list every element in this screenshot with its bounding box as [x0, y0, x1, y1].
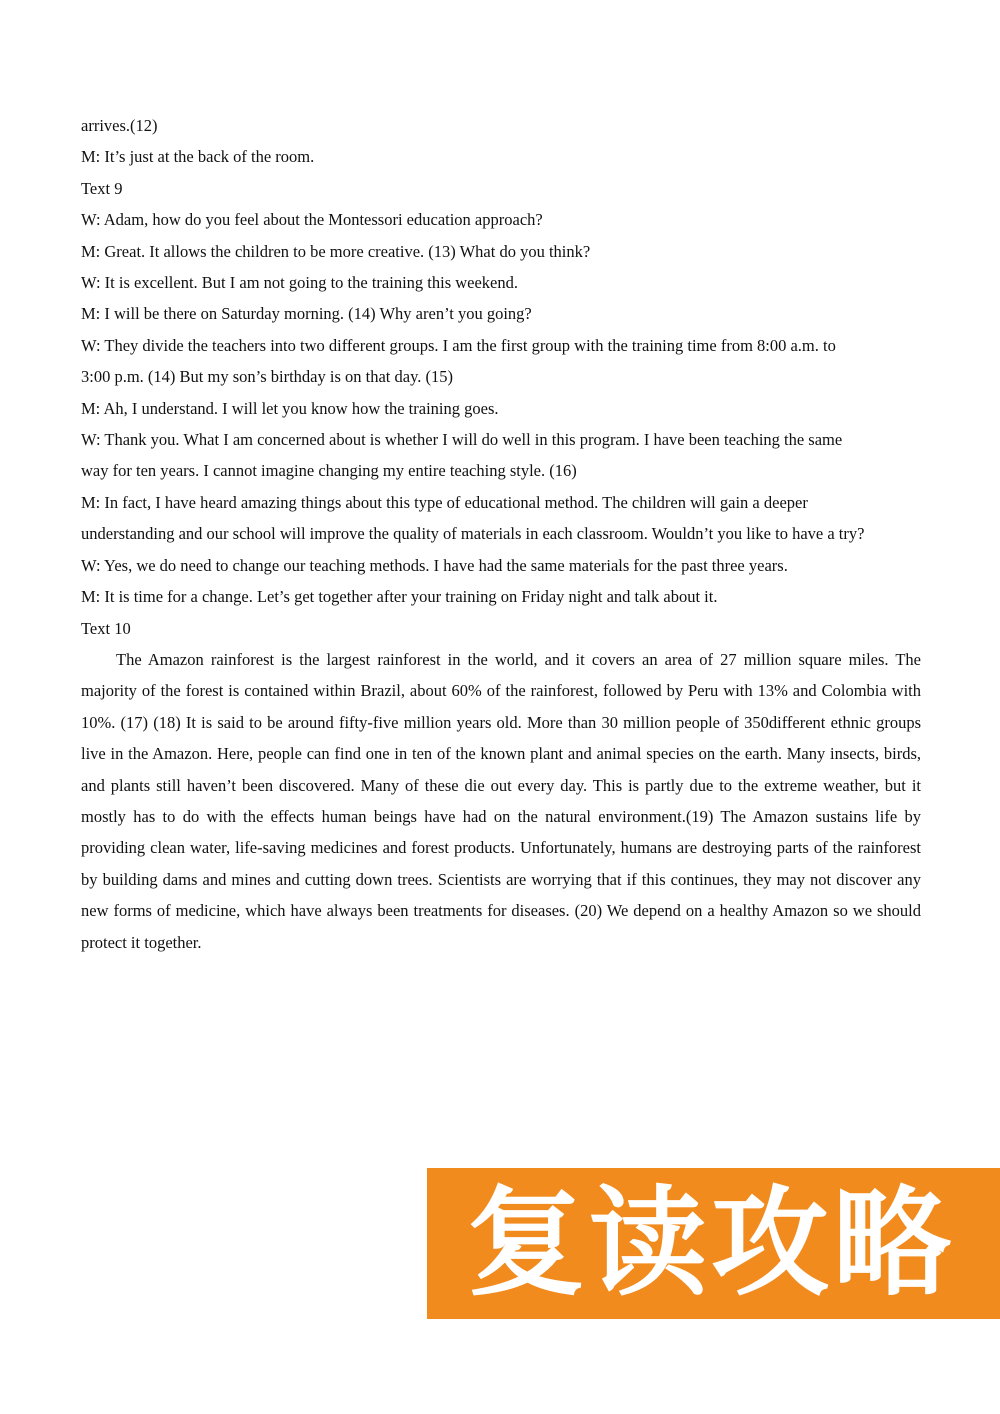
passage-paragraph: The Amazon rainforest is the largest rainforest in the world, and it covers an area of 27 million square miles. The majority of the forest is contained within Brazil, about 60% of the rainforest, followed by Peru with 13% and Colombia with 10%. (17) (18) It is said to be around fifty-five million years old. More than 30 million people of 350different ethnic groups live in the Amazon. Here, people can find one in ten of the known plant and animal species on the earth. Many insects, birds, and plants still haven’t been discovered. Many of these die out every day. This is partly due to the extreme weather, but it mostly has to do with the effects human beings have had on the natural environment.(19) The Amazon sustains life by providing clean water, life-saving medicines and forest products. Unfortunately, humans are destroying parts of the rainforest by building dams and mines and cutting down trees. Scientists are worrying that if this continues, they may not discover any new forms of medicine, which have always been treatments for diseases. (20) We depend on a healthy Amazon so we should protect it together.	[81, 649, 921, 952]
text-line: W: Adam, how do you feel about the Montessori education approach?	[81, 210, 543, 230]
text-line: W: They divide the teachers into two different groups. I am the first group with the training time from 8:00 a.m. to	[81, 335, 836, 355]
text-line: M: Great. It allows the children to be more creative. (13) What do you think?	[81, 241, 591, 261]
text-line: arrives.(12)	[81, 116, 158, 135]
text-line: 3:00 p.m. (14) But my son’s birthday is on that day. (15)	[81, 367, 453, 387]
text-line: W: Yes, we do need to change our teaching methods. I have had the same materials for the past three years.	[81, 555, 788, 575]
section-heading-text-10: Text 10	[81, 618, 131, 638]
text-line: W: It is excellent. But I am not going to the training this weekend.	[81, 273, 519, 293]
text-line: M: In fact, I have heard amazing things about this type of educational method. The children will gain a deeper	[81, 492, 808, 512]
section-heading-text-9: Text 9	[81, 178, 123, 198]
text-line: M: It’s just at the back of the room.	[81, 147, 315, 167]
text-line: M: Ah, I understand. I will let you know how the training goes.	[81, 398, 499, 418]
text-line: M: I will be there on Saturday morning. (14) Why aren’t you going?	[81, 304, 532, 324]
watermark-logo	[427, 1168, 1000, 1319]
text-line: W: Thank you. What I am concerned about is whether I will do well in this program. I have been teaching the same	[81, 430, 843, 450]
watermark-text: 复读攻略	[467, 1174, 956, 1312]
text-line: M: It is time for a change. Let’s get together after your training on Friday night and talk about it.	[81, 587, 718, 607]
document-body	[81, 110, 921, 958]
text-line: understanding and our school will improve the quality of materials in each classroom. Wouldn’t you like to have a try?	[81, 524, 865, 544]
text-line: way for ten years. I cannot imagine changing my entire teaching style. (16)	[81, 461, 577, 481]
